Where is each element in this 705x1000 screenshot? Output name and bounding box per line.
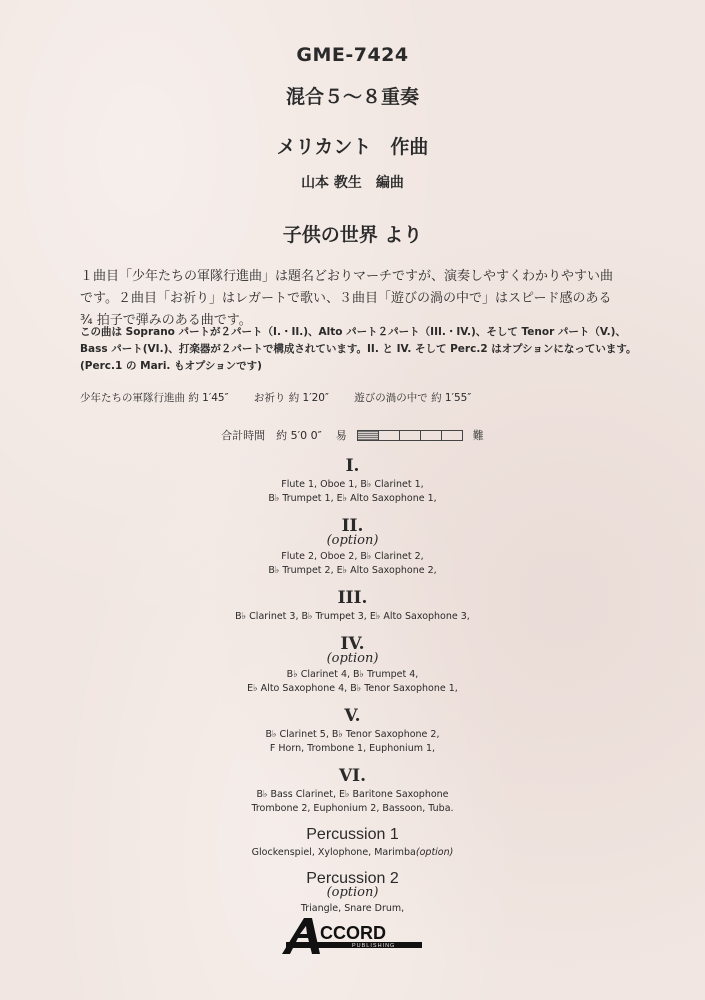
difficulty-segment bbox=[442, 431, 462, 440]
accord-logo-icon bbox=[278, 914, 428, 958]
instrumentation-note-line: Bass パート(VI.)、打楽器が２パートで構成されています。II. と IV. そして Perc.2 はオプションになっています。 bbox=[80, 343, 637, 355]
difficulty-meter bbox=[357, 430, 463, 441]
part-title: IV. bbox=[340, 634, 365, 654]
movement-duration: 遊びの渦の中で 約 1′55″ bbox=[354, 392, 472, 404]
part-spacer bbox=[0, 577, 705, 587]
parts-list bbox=[0, 455, 705, 925]
part-instruments: F Horn, Trombone 1, Euphonium 1, bbox=[269, 743, 436, 754]
part-spacer bbox=[0, 695, 705, 705]
part-title: I. bbox=[345, 456, 360, 476]
part-title: V. bbox=[344, 706, 361, 726]
percussion-title: Percussion 2 bbox=[306, 870, 399, 887]
part-spacer bbox=[0, 505, 705, 515]
part-instruments: B♭ Clarinet 3, B♭ Trumpet 3, E♭ Alto Saxophone 3, bbox=[235, 611, 470, 622]
instrumentation-note bbox=[80, 324, 640, 375]
part-spacer bbox=[0, 623, 705, 633]
part-spacer bbox=[0, 755, 705, 765]
part-instruments: Flute 2, Oboe 2, B♭ Clarinet 2, bbox=[281, 551, 424, 562]
description-line: ¾ 拍子で弾みのある曲です。 bbox=[80, 313, 252, 328]
description bbox=[80, 266, 640, 332]
catalog-code: GME-7424 bbox=[296, 44, 409, 66]
description-line: です。２曲目「お祈り」はレガートで歌い、３曲目「遊びの渦の中で」はスピード感のある bbox=[80, 291, 612, 306]
part-instruments: E♭ Alto Saxophone 4, B♭ Tenor Saxophone 1, bbox=[247, 683, 458, 694]
percussion-option-label: (option) bbox=[415, 847, 454, 858]
part-option-label: (option) bbox=[326, 885, 379, 900]
svg-text:PUBLISHING: PUBLISHING bbox=[351, 943, 395, 949]
total-duration-row bbox=[0, 427, 705, 443]
movement-duration: 少年たちの軍隊行進曲 約 1′45″ bbox=[80, 392, 229, 404]
percussion-instruments: Glockenspiel, Xylophone, Marimba(option) bbox=[251, 847, 454, 858]
instrumentation-note-line: (Perc.1 の Mari. もオプションです) bbox=[80, 360, 262, 372]
instrumentation-note-line: この曲は Soprano パートが２パート（I.・II.)、Alto パート２パート（III.・IV.)、そして Tenor パート（V.)、 bbox=[80, 326, 626, 338]
part-spacer bbox=[0, 815, 705, 825]
part-option-label: (option) bbox=[326, 651, 379, 666]
part-spacer bbox=[0, 859, 705, 869]
part-instruments: B♭ Bass Clarinet, E♭ Baritone Saxophone bbox=[256, 789, 449, 800]
ensemble-type: 混合５～８重奏 bbox=[285, 86, 419, 108]
part-instruments: B♭ Clarinet 5, B♭ Tenor Saxophone 2, bbox=[265, 729, 440, 740]
difficulty-easy-label: 易 bbox=[335, 429, 347, 442]
total-duration: 合計時間 約 5′0 0″ bbox=[221, 429, 322, 442]
arranger-credit: 山本 教生 編曲 bbox=[301, 175, 404, 191]
part-instruments: Trombone 2, Euphonium 2, Bassoon, Tuba. bbox=[251, 803, 454, 814]
svg-text:CCORD: CCORD bbox=[319, 923, 386, 943]
part-instruments: Flute 1, Oboe 1, B♭ Clarinet 1, bbox=[281, 479, 424, 490]
part-option-label: (option) bbox=[326, 533, 379, 548]
difficulty-segment bbox=[379, 431, 400, 440]
part-title: II. bbox=[341, 516, 364, 536]
movement-duration: お祈り 約 1′20″ bbox=[253, 392, 329, 404]
part-instruments: B♭ Clarinet 4, B♭ Trumpet 4, bbox=[286, 669, 419, 680]
difficulty-segment bbox=[358, 431, 379, 440]
part-title: VI. bbox=[338, 766, 367, 786]
composer-credit: メリカント 作曲 bbox=[276, 136, 429, 158]
description-line: １曲目「少年たちの軍隊行進曲」は題名どおりマーチですが、演奏しやすくわかりやすい曲 bbox=[80, 269, 614, 284]
part-instruments: B♭ Trumpet 1, E♭ Alto Saxophone 1, bbox=[268, 493, 437, 504]
difficulty-segment bbox=[400, 431, 421, 440]
percussion-title: Percussion 1 bbox=[306, 826, 399, 843]
difficulty-hard-label: 難 bbox=[472, 429, 484, 442]
part-title: III. bbox=[337, 588, 368, 608]
piece-title: 子供の世界 より bbox=[282, 224, 423, 246]
part-instruments: B♭ Trumpet 2, E♭ Alto Saxophone 2, bbox=[268, 565, 437, 576]
accord-publishing-logo bbox=[0, 914, 705, 958]
difficulty-segment bbox=[421, 431, 442, 440]
movement-durations bbox=[80, 390, 493, 405]
percussion-instruments: Triangle, Snare Drum, bbox=[300, 903, 405, 914]
